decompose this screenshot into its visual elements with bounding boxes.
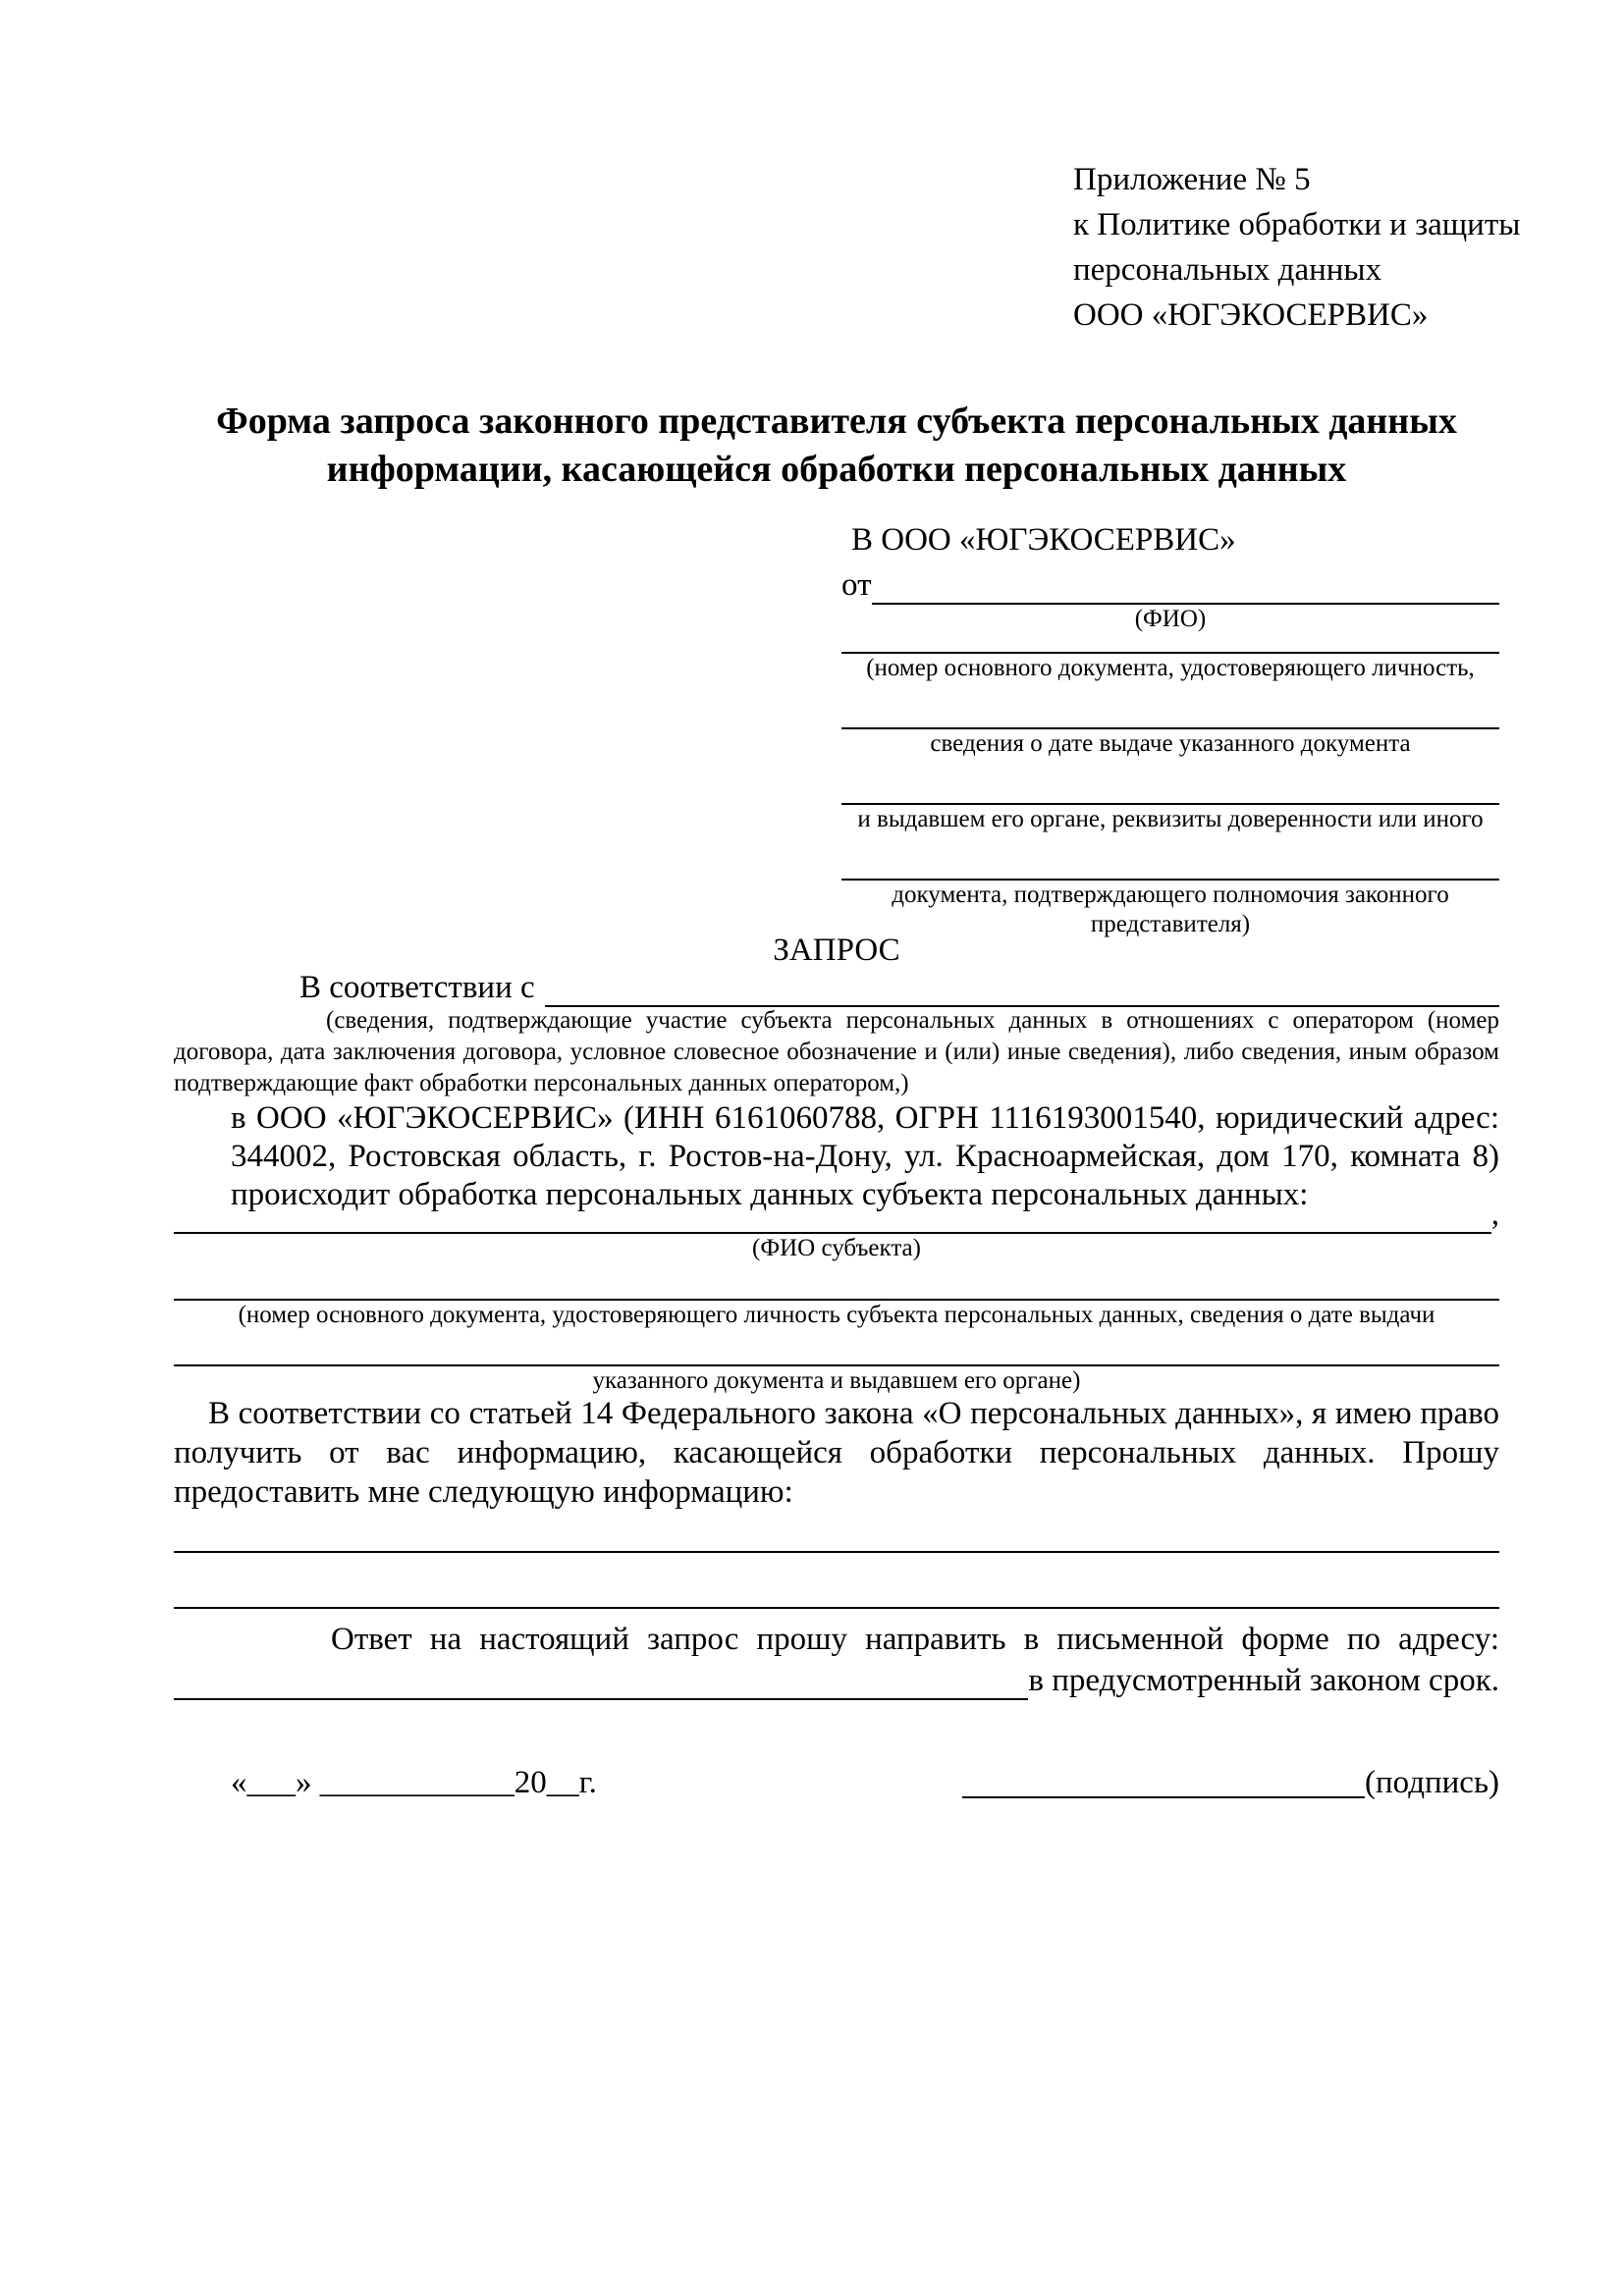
subject-fio-caption: (ФИО субъекта) bbox=[752, 1235, 921, 1261]
signature-caption: (подпись) bbox=[1365, 1765, 1499, 1800]
accordance-blank-line bbox=[545, 972, 1499, 1007]
appendix-line: Приложение № 5 bbox=[1073, 162, 1311, 197]
blank-line bbox=[174, 1607, 1499, 1609]
field-caption: документа, подтверждающего полномочия законного представителя) bbox=[892, 881, 1449, 937]
applicant-field bbox=[841, 759, 1499, 834]
from-row bbox=[841, 565, 1499, 605]
fio-caption: (ФИО) bbox=[1134, 606, 1207, 632]
addressee-organization: В ООО «ЮГЭКОСЕРВИС» bbox=[851, 522, 1236, 558]
operator-paragraph: в ООО «ЮГЭКОСЕРВИС» (ИНН 6161060788, ОГРН 1116193001540, юридический адрес: 344002, Ростовская область, г. Ростов-на-Дону, ул. Красноармейская, дом 170, комната 8) происходит обработка персональных данных субъекта персональных данных: bbox=[231, 1100, 1499, 1212]
blank-line bbox=[174, 1196, 1491, 1234]
applicant-field bbox=[841, 683, 1499, 759]
from-label: от bbox=[841, 567, 872, 603]
reply-block bbox=[174, 1620, 1499, 1700]
fio-blank-line bbox=[872, 569, 1500, 605]
accordance-lead: В соответствии с bbox=[299, 970, 535, 1005]
blank-line bbox=[841, 834, 1499, 881]
subject-fields-block bbox=[174, 1198, 1499, 1396]
blank-line bbox=[174, 1263, 1499, 1301]
appendix-line: к Политике обработки и защиты bbox=[1073, 207, 1521, 242]
date-signature-row bbox=[174, 1763, 1499, 1802]
date-blank: «___» ____________20__г. bbox=[231, 1765, 597, 1800]
reply-sentence: Ответ на настоящий запрос прошу направить в письменной форме по адресу: bbox=[331, 1622, 1499, 1657]
addressee-block bbox=[841, 520, 1499, 939]
address-blank-line bbox=[174, 1663, 1028, 1700]
accordance-row bbox=[174, 968, 1499, 1007]
appendix-reference bbox=[1073, 157, 1520, 338]
document-title bbox=[174, 398, 1499, 494]
blank-line bbox=[174, 1330, 1499, 1366]
small-print-note: (сведения, подтверждающие участие субъекта персональных данных в отношениях с оператором (номер договора, дата заключения договора, условное словесное обозначение и (или) иные сведения), либо сведения, иным образом подтверждающие факт обработки персональных данных оператором,) bbox=[174, 1007, 1499, 1096]
law-paragraph: В соответствии со статьей 14 Федерального закона «О персональных данных», я имею право получить от вас информацию, касающейся обработки персональных данных. Прошу предоставить мне следующую информацию: bbox=[174, 1396, 1499, 1510]
signature-group bbox=[962, 1763, 1499, 1802]
request-heading: ЗАПРОС bbox=[773, 933, 900, 968]
blank-line bbox=[841, 634, 1499, 654]
document-title-line: информации, касающейся обработки персональных данных bbox=[326, 449, 1347, 490]
blank-line bbox=[841, 683, 1499, 729]
field-caption: и выдавшем его органе, реквизиты доверенности или иного bbox=[857, 806, 1484, 832]
reply-address-row bbox=[174, 1659, 1499, 1700]
subject-doc-caption: указанного документа и выдавшем его органе) bbox=[592, 1367, 1081, 1394]
reply-tail: в предусмотренный законом срок. bbox=[1028, 1663, 1499, 1698]
blank-line bbox=[841, 759, 1499, 805]
applicant-field bbox=[841, 634, 1499, 683]
subject-doc-caption: (номер основного документа, удостоверяющего личность субъекта персональных данных, сведения о дате выдачи bbox=[238, 1302, 1435, 1328]
field-caption: (номер основного документа, удостоверяющего личность, bbox=[866, 655, 1475, 681]
trailing-comma: , bbox=[1490, 1197, 1499, 1232]
appendix-line: персональных данных bbox=[1073, 252, 1382, 288]
blank-line bbox=[174, 1551, 1499, 1553]
appendix-line: ООО «ЮГЭКОСЕРВИС» bbox=[1073, 297, 1429, 333]
subject-fio-row bbox=[174, 1198, 1499, 1234]
field-caption: сведения о дате выдаче указанного документа bbox=[930, 730, 1411, 757]
applicant-field bbox=[841, 834, 1499, 939]
signature-blank-line bbox=[962, 1763, 1365, 1798]
document-title-line: Форма запроса законного представителя субъекта персональных данных bbox=[216, 400, 1457, 442]
